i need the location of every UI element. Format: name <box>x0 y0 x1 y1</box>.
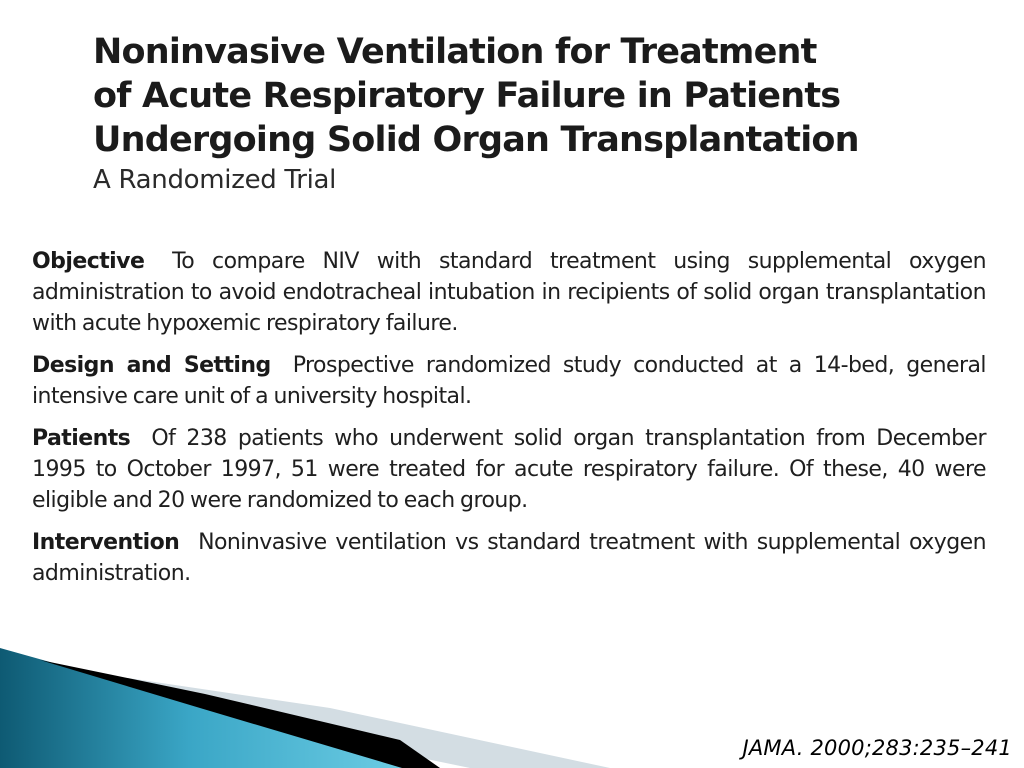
section-text: Prospective randomized study conducted at a 14-bed, general intensive care unit of a university hospital. <box>32 353 986 409</box>
article-title <box>93 30 973 196</box>
section-label: Design and Setting <box>32 353 271 378</box>
title-line: Noninvasive Ventilation for Treatment <box>93 32 817 72</box>
section-label: Patients <box>32 426 131 451</box>
title-line: Undergoing Solid Organ Transplantation <box>93 120 859 160</box>
abstract <box>32 246 986 600</box>
black-stripe <box>40 660 440 768</box>
section-text: To compare NIV with standard treatment using supplemental oxygen administration to avoid endotracheal intubation in recipients of solid organ transplantation with acute hypoxemic respiratory failure. <box>32 249 986 336</box>
journal-citation: JAMA. 2000;283:235–241 <box>742 736 1012 760</box>
title-line: of Acute Respiratory Failure in Patients <box>93 76 841 116</box>
abstract-objective <box>32 246 986 339</box>
section-text: Of 238 patients who underwent solid organ transplantation from December 1995 to October 1997, 51 were treated for acute respiratory failure. Of these, 40 were eligible and 20 were randomized to each group. <box>32 426 986 513</box>
light-stripe <box>60 668 610 768</box>
article-subtitle: A Randomized Trial <box>93 165 337 195</box>
abstract-patients <box>32 423 986 516</box>
abstract-design-setting <box>32 350 986 412</box>
abstract-intervention <box>32 527 986 589</box>
section-label: Objective <box>32 249 145 274</box>
section-text: Noninvasive ventilation vs standard treatment with supplemental oxygen administration. <box>32 530 986 586</box>
section-label: Intervention <box>32 530 180 555</box>
teal-wedge <box>0 648 420 768</box>
